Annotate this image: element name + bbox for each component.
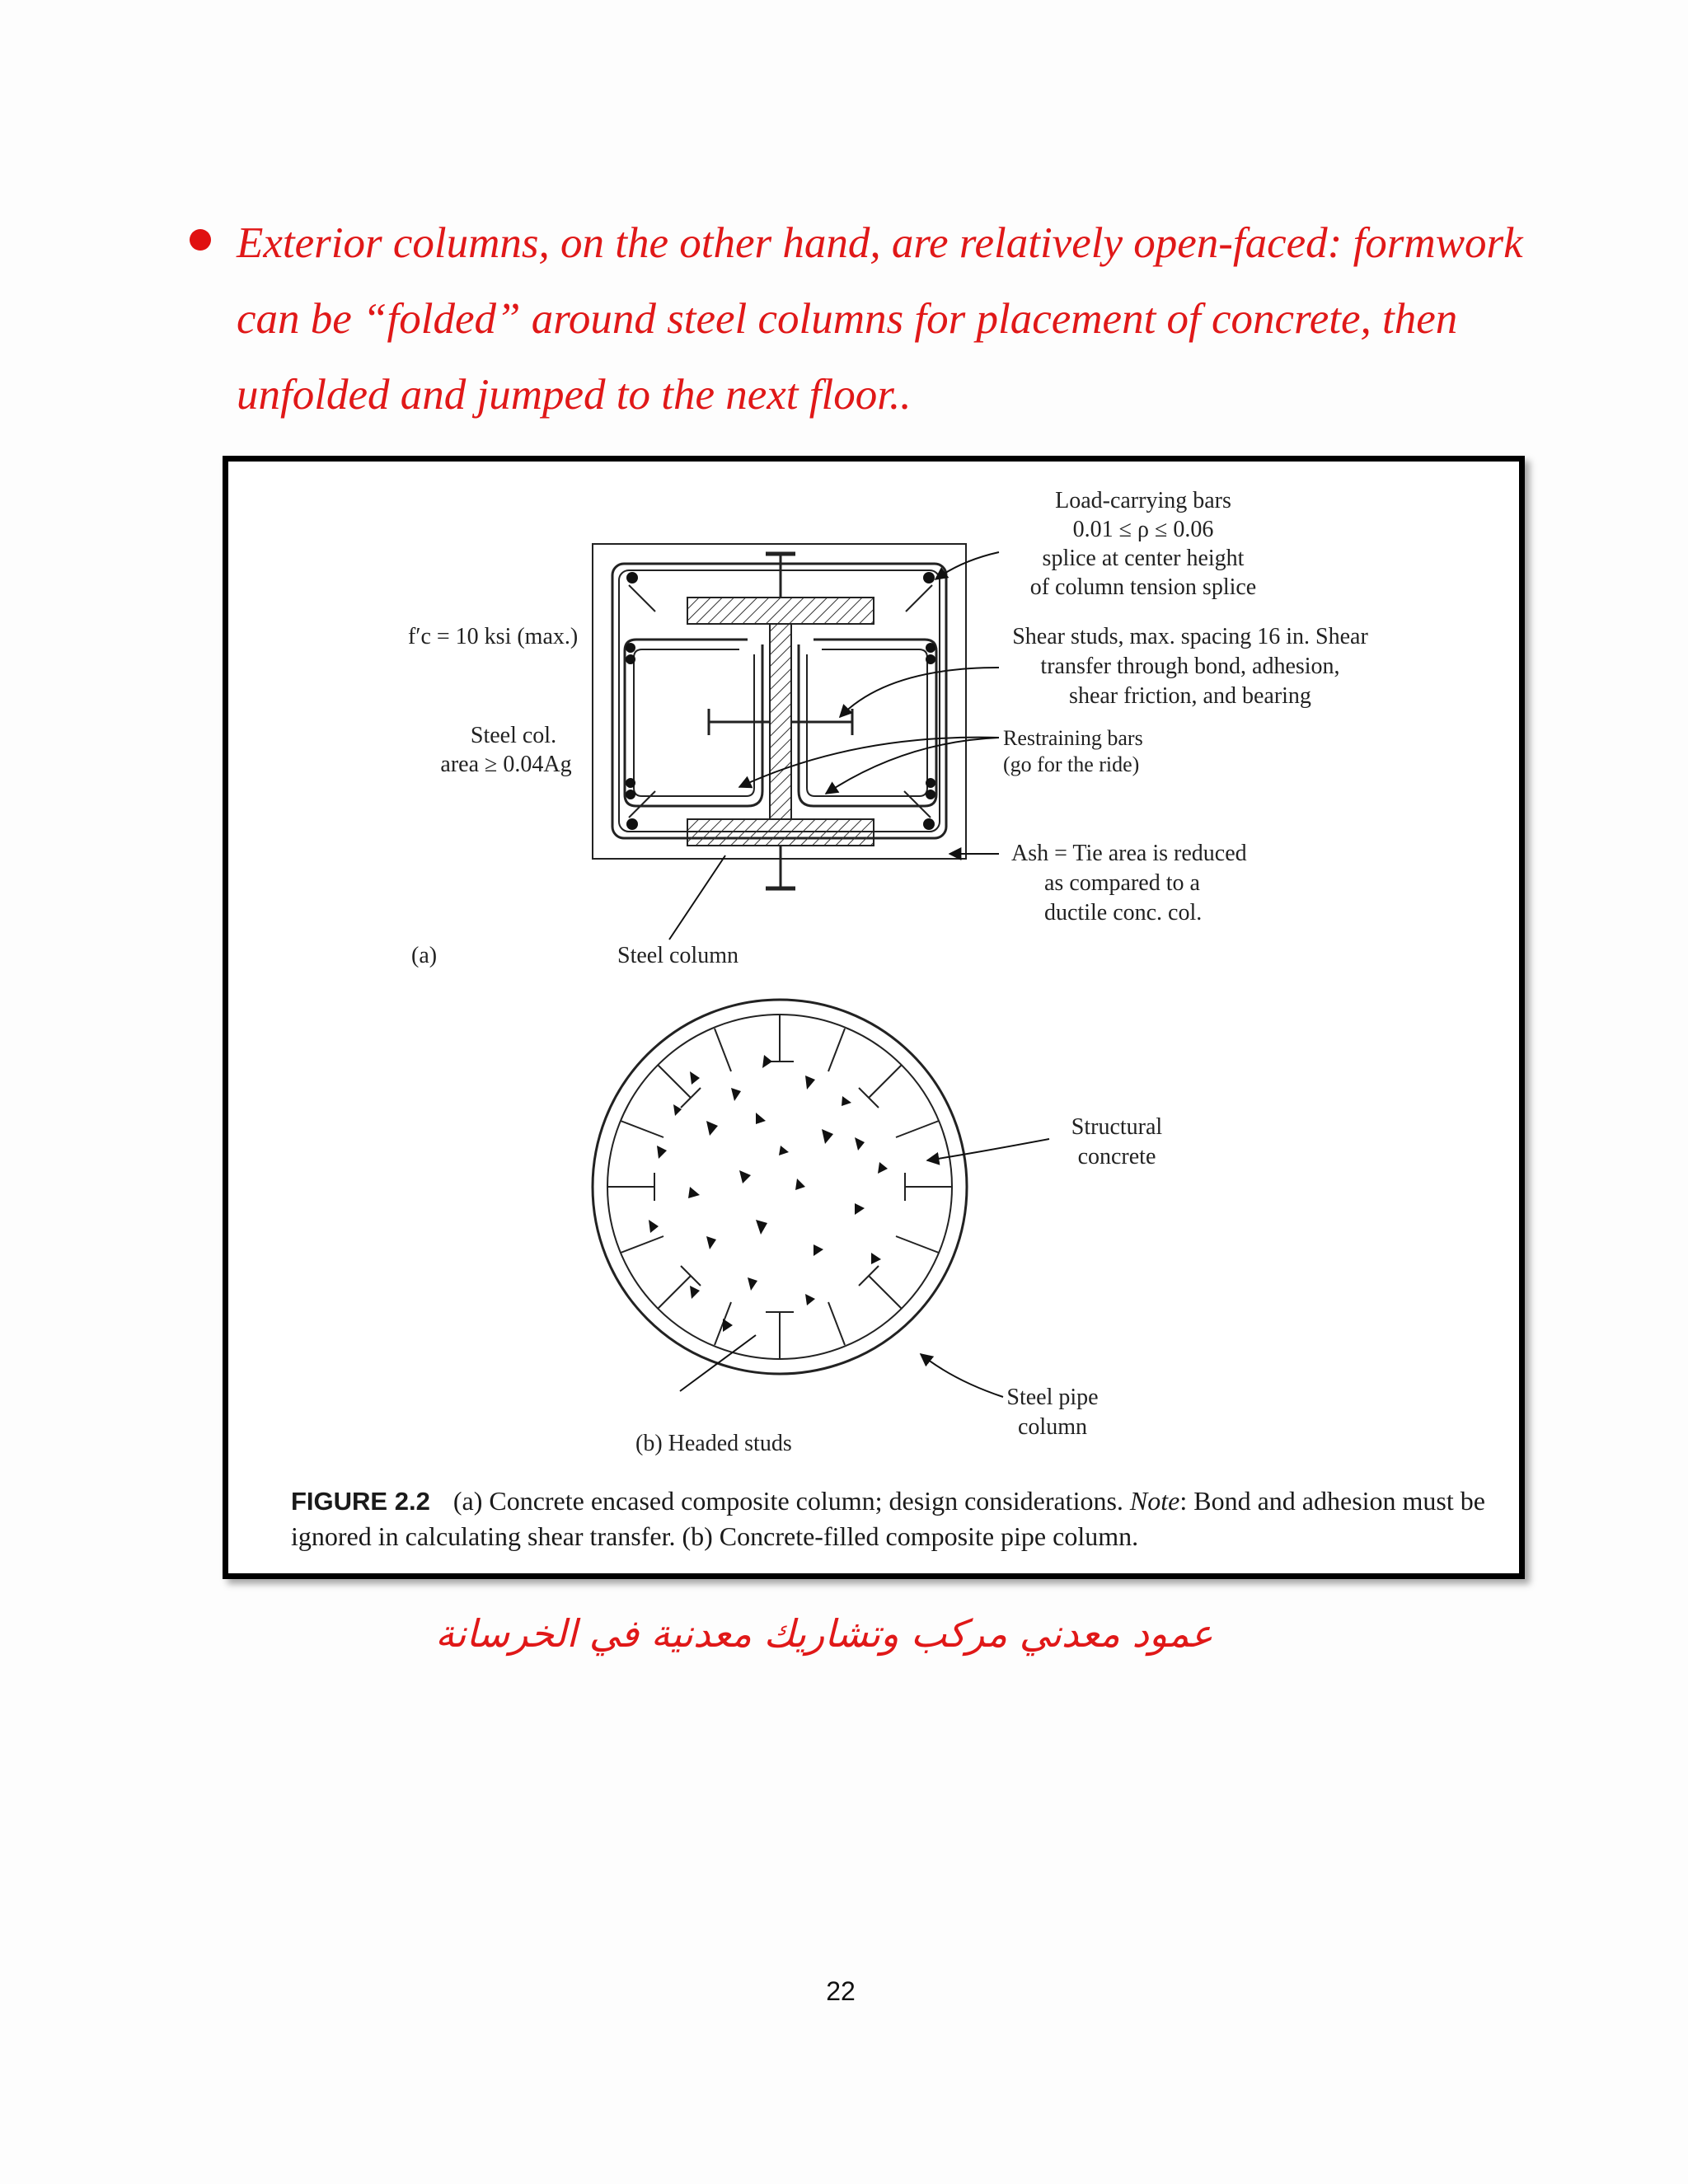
load-bars-line-4: of column tension splice xyxy=(1029,574,1257,600)
leader-lines-b xyxy=(680,1139,1049,1397)
figure-frame xyxy=(223,456,1525,1579)
bullet-text-line-1: Exterior columns, on the other hand, are relatively open-faced: formwork xyxy=(237,219,1523,267)
steel-pipe-line-2: column xyxy=(1018,1414,1087,1440)
steel-area-label-2: area ≥ 0.04Ag xyxy=(440,752,572,777)
shear-studs-line-2: transfer through bond, adhesion, xyxy=(1040,654,1340,679)
steel-column-label: Steel column xyxy=(617,943,738,968)
pipe-column-section xyxy=(593,1000,967,1374)
structural-concrete-line-2: concrete xyxy=(1077,1144,1156,1169)
ash-line-3: ductile conc. col. xyxy=(1044,900,1203,926)
bullet-point-icon xyxy=(190,229,211,251)
figure-number: FIGURE 2.2 xyxy=(291,1487,430,1516)
bullet-text-line-3: unfolded and jumped to the next floor.. xyxy=(237,371,912,419)
caption-note-word: Note xyxy=(1129,1486,1180,1516)
restraining-line-1: Restraining bars xyxy=(1003,726,1143,750)
caption-text-1: (a) Concrete encased composite column; design considerations. xyxy=(452,1486,1123,1516)
bullet-text-line-2: can be “folded” around steel columns for placement of concrete, then xyxy=(237,295,1458,343)
restraining-line-2: (go for the ride) xyxy=(1003,752,1140,776)
page-number: 22 xyxy=(826,1976,856,2006)
part-a-tag: (a) xyxy=(411,943,438,968)
structural-concrete-line-1: Structural xyxy=(1071,1114,1163,1140)
encased-column-section xyxy=(593,544,966,890)
headed-studs-label: (b) Headed studs xyxy=(635,1431,792,1456)
steel-area-label-1: Steel col. xyxy=(470,723,557,748)
ash-line-2: as compared to a xyxy=(1044,870,1200,896)
shear-studs-line-3: shear friction, and bearing xyxy=(1069,683,1311,709)
shear-studs-line-1: Shear studs, max. spacing 16 in. Shear xyxy=(1012,624,1368,649)
aggregate-pieces xyxy=(649,1055,888,1332)
load-bars-line-1: Load-carrying bars xyxy=(1055,488,1231,513)
fc-label: f′c = 10 ksi (max.) xyxy=(408,624,579,649)
caption-text-2: : Bond and adhesion must be ignored in calculating shear transfer. (b) Concrete-filled composite pipe column. xyxy=(291,1486,1485,1551)
load-bars-line-3: splice at center height xyxy=(1042,546,1245,571)
arabic-caption: عمود معدني مركب وتشاريك معدنية في الخرسانة xyxy=(435,1611,1213,1656)
figure-caption xyxy=(291,1483,1525,1554)
steel-pipe-line-1: Steel pipe xyxy=(1006,1385,1099,1410)
ash-line-1: Ash = Tie area is reduced xyxy=(1011,841,1247,866)
load-bars-line-2: 0.01 ≤ ρ ≤ 0.06 xyxy=(1072,517,1214,542)
